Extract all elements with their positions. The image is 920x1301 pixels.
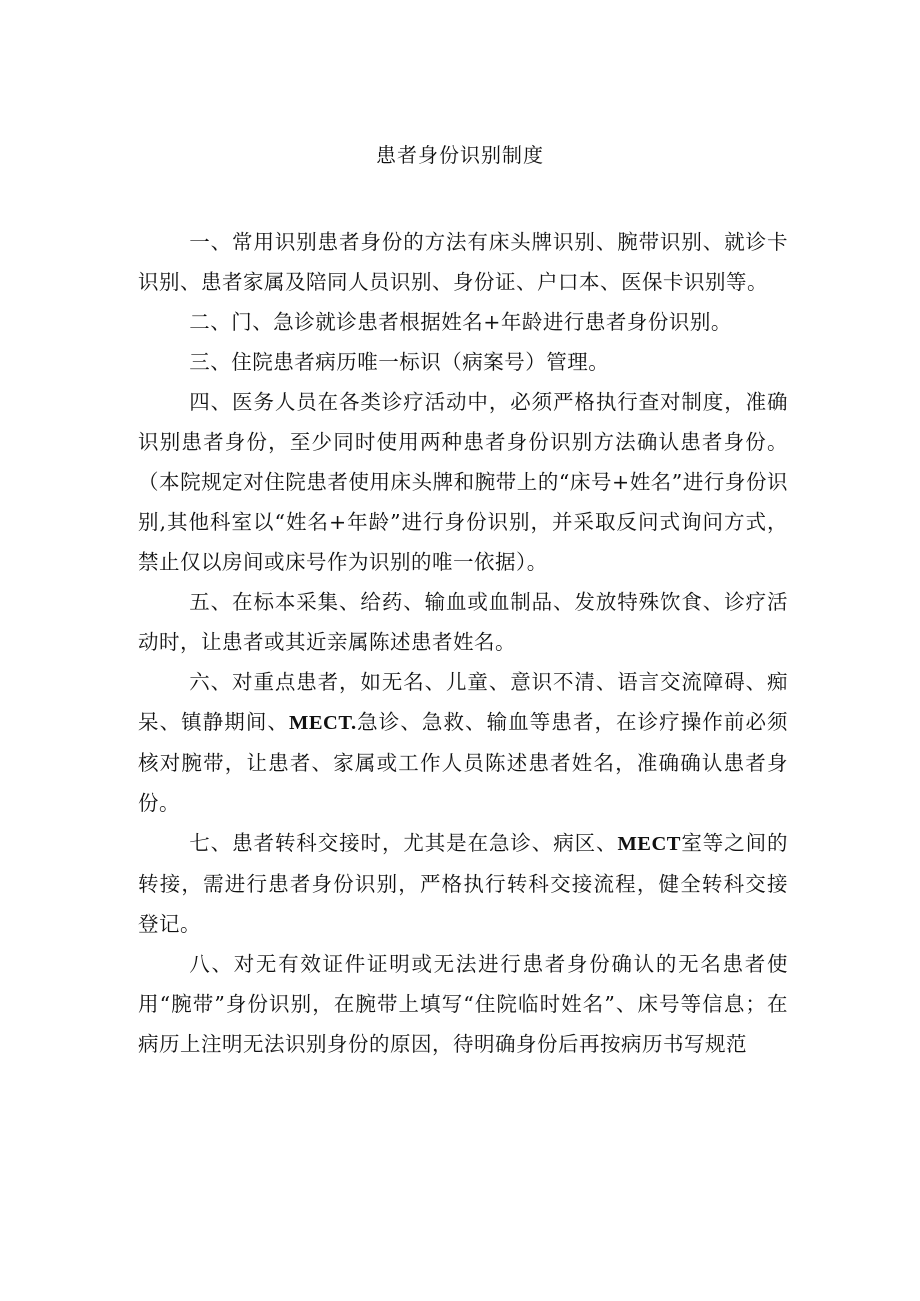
- paragraph-7-text-start: 七、患者转科交接时，尤其是在急诊、病区、: [189, 831, 618, 855]
- paragraph-6-text-end: 急诊、急救、输血等患者，在诊疗操作前必须核对腕带，让患者、家属或工作人员陈述患者姓名，准确确认患者身份。: [138, 710, 789, 815]
- paragraph-5: 五、在标本采集、给药、输血或血制品、发放特殊饮食、诊疗活动时，让患者或其近亲属陈述患者姓名。: [138, 590, 788, 654]
- paragraph-6: [138, 662, 788, 823]
- paragraph-6-text-start: 六、对重点患者，如无名、儿童、意识不清、语言交流障碍、痴呆、镇静期间、: [138, 670, 788, 734]
- document-title: 患者身份识别制度: [376, 143, 544, 167]
- paragraph-8: 八、对无有效证件证明或无法进行患者身份确认的无名患者使用“腕带”身份识别，在腕带上填写“住院临时姓名”、床号等信息；在病历上注明无法识别身份的原因，待明确身份后再按病历书写规范: [138, 952, 788, 1056]
- paragraph-7-text-end: 室等之间的转接，需进行患者身份识别，严格执行转科交接流程，健全转科交接登记。: [138, 831, 789, 936]
- paragraph-2: 二、门、急诊就诊患者根据姓名+年龄进行患者身份识别。: [189, 310, 732, 334]
- paragraph-4: 四、医务人员在各类诊疗活动中，必须严格执行查对制度，准确识别患者身份，至少同时使用两种患者身份识别方法确认患者身份。（本院规定对住院患者使用床头牌和腕带上的“床号+姓名”进行身份识别,其他科室以“姓名+年龄”进行身份识别，并采取反问式询问方式，禁止仅以房间或床号作为识别的唯一依据）。: [138, 390, 788, 574]
- paragraph-7-bold-term: MECT: [617, 833, 681, 855]
- paragraph-1: 一、常用识别患者身份的方法有床头牌识别、腕带识别、就诊卡识别、患者家属及陪同人员识别、身份证、户口本、医保卡识别等。: [138, 230, 788, 294]
- paragraph-6-bold-term: MECT.: [289, 712, 357, 734]
- paragraph-3: 三、住院患者病历唯一标识（病案号）管理。: [189, 350, 610, 374]
- paragraph-7: [138, 823, 788, 944]
- document-body: [138, 222, 788, 1064]
